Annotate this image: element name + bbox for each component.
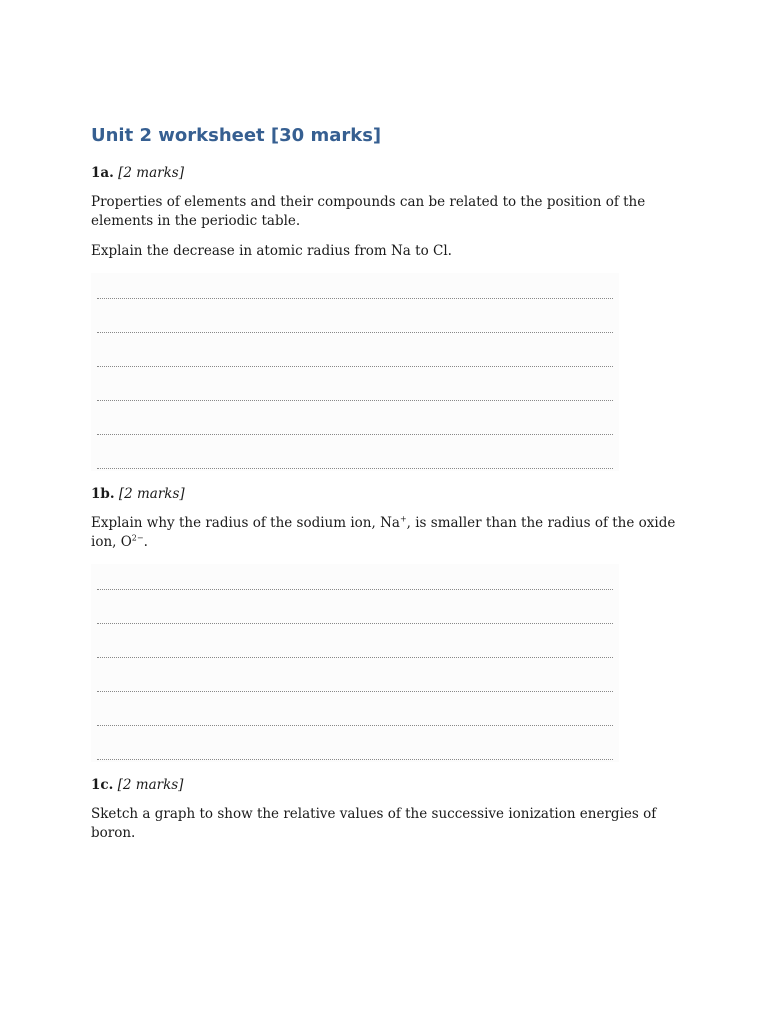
answer-line[interactable] bbox=[97, 624, 613, 658]
question-1a bbox=[91, 164, 681, 471]
worksheet-page bbox=[91, 122, 681, 854]
answer-line[interactable] bbox=[97, 401, 613, 435]
answer-line[interactable] bbox=[97, 435, 613, 469]
question-marks: [2 marks] bbox=[118, 486, 185, 502]
worksheet-title: Unit 2 worksheet [30 marks] bbox=[91, 125, 382, 146]
answer-line[interactable] bbox=[97, 333, 613, 367]
answer-area-1b[interactable] bbox=[91, 564, 619, 762]
answer-line[interactable] bbox=[97, 279, 613, 299]
question-marks: [2 marks] bbox=[118, 165, 184, 181]
question-1b-prompt bbox=[91, 514, 681, 552]
question-1a-context: Properties of elements and their compounds can be related to the position of the elements in the periodic table. bbox=[91, 194, 646, 229]
question-1b-header bbox=[91, 485, 681, 503]
answer-line[interactable] bbox=[97, 726, 613, 760]
answer-line[interactable] bbox=[97, 299, 613, 333]
question-1a-prompt: Explain the decrease in atomic radius from Na to Cl. bbox=[91, 243, 452, 259]
prompt-text: Explain why the radius of the sodium ion, Na bbox=[91, 515, 400, 531]
question-1c-header bbox=[91, 776, 681, 794]
answer-line[interactable] bbox=[97, 692, 613, 726]
answer-line[interactable] bbox=[97, 570, 613, 590]
question-1a-header bbox=[91, 164, 681, 182]
question-1c-prompt: Sketch a graph to show the relative values of the successive ionization energies of boron. bbox=[91, 806, 657, 841]
answer-area-1a[interactable] bbox=[91, 273, 619, 471]
question-number: 1b. bbox=[91, 486, 115, 502]
prompt-text: , is smaller than the radius of the oxide ion, O bbox=[91, 515, 676, 550]
question-number: 1a. bbox=[91, 165, 114, 181]
question-1c bbox=[91, 776, 681, 843]
charge-superscript: + bbox=[399, 514, 407, 524]
answer-line[interactable] bbox=[97, 590, 613, 624]
charge-superscript: 2− bbox=[131, 533, 144, 543]
question-1b bbox=[91, 485, 681, 762]
question-marks: [2 marks] bbox=[117, 777, 184, 793]
answer-line[interactable] bbox=[97, 367, 613, 401]
answer-line[interactable] bbox=[97, 658, 613, 692]
question-number: 1c. bbox=[91, 777, 114, 793]
prompt-text: . bbox=[143, 534, 148, 550]
